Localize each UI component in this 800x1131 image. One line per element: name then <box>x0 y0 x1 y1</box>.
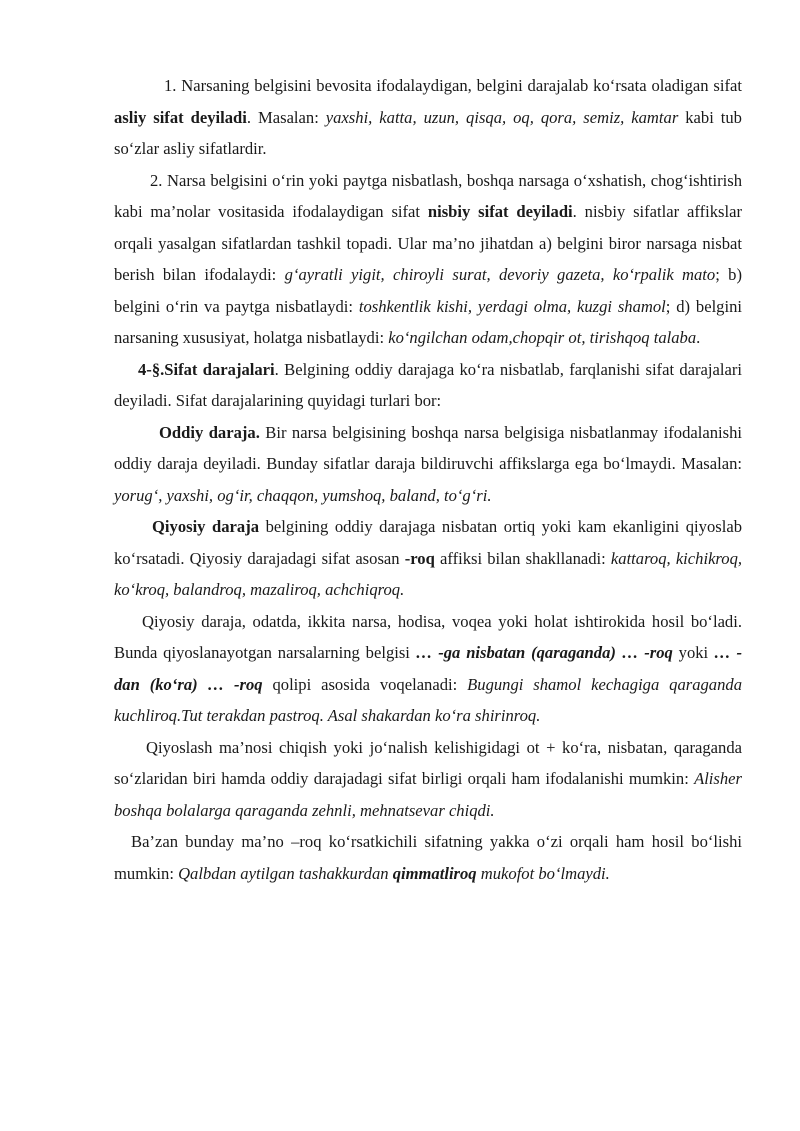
example-italic: kattaroq, kichikroq, ko‘kroq, balandroq, mazaliroq, achchiqroq. <box>114 548 743 599</box>
text: ; d) belgini narsaning xususiyat, holatga nisbatlaydi: <box>114 296 742 347</box>
paragraph-qiyoslash <box>114 732 742 827</box>
example-italic: yorug‘, yaxshi, og‘ir, chaqqon, yumshoq, baland, to‘g‘ri. <box>114 485 492 505</box>
term-bold: nisbiy sifat deyiladi <box>427 202 573 221</box>
paragraph-roq <box>114 826 742 889</box>
paragraph-section-heading <box>114 354 742 417</box>
example-italic: toshkentlik kishi, yerdagi olma, kuzgi shamol <box>358 296 666 316</box>
example-italic: mukofot bo‘lmaydi. <box>476 863 610 883</box>
text: belgining oddiy darajaga nisbatan ortiq yoki kam ekanligini qiyoslab ko‘rsatadi. Qiyosiy darajadagi sifat asosan <box>114 517 742 568</box>
text: Bir narsa belgisining boshqa narsa belgisiga nisbatlanmay ifodalanishi oddiy daraja deyiladi. Bunday sifatlar daraja bildiruvchi affikslarga ega bo‘lmaydi. Masalan: <box>114 422 742 473</box>
example-italic: Alisher boshqa bolalarga qaraganda zehnli, mehnatsevar chiqdi. <box>114 769 742 820</box>
term-bold: Qiyosiy daraja <box>152 517 260 536</box>
text: Qiyosiy daraja, odatda, ikkita narsa, hodisa, voqea yoki holat ishtirokida hosil bo‘ladi. Bunda qiyoslanayotgan narsalarning belgisi <box>114 611 742 662</box>
paragraph-qiyosiy-pattern <box>114 606 742 732</box>
pattern-bold-italic: … -dan (ko‘ra) … -roq <box>114 643 742 694</box>
document-page <box>114 70 742 889</box>
text: Ba’zan bunday ma’no –roq ko‘rsatkichili sifatning yakka o‘zi orqali ham hosil bo‘lishi mumkin: <box>114 832 742 883</box>
text: kabi tub so‘zlar asliy sifatlardir. <box>114 107 742 158</box>
term-bold: asliy sifat deyiladi <box>114 107 247 127</box>
example-italic: g‘ayratli yigit, chiroyli surat, devoriy gazeta, ko‘rpalik mato <box>284 265 716 284</box>
emphasis-bold-italic: qimmatliroq <box>392 863 477 883</box>
example-italic: ko‘ngilchan odam,chopqir ot, tirishqoq talaba <box>388 328 697 347</box>
term-bold: Oddiy daraja. <box>159 422 260 442</box>
example-italic: Bugungi shamol kechagiga qaraganda kuchliroq.Tut terakdan pastroq. Asal shakardan ko‘ra shirinroq. <box>114 674 742 725</box>
text: Qiyoslash ma’nosi chiqish yoki jo‘nalish kelishigidagi ot + ko‘ra, nisbatan, qaraganda so‘zlaridan biri hamda oddiy darajadagi sifat birligi orqali ham ifodalanishi mumkin: <box>114 737 742 788</box>
affix-bold: -roq <box>404 548 435 568</box>
text: 1. Narsaning belgisini bevosita ifodalaydigan, belgini darajalab ko‘rsata oladigan sifat <box>164 76 742 95</box>
text: . Belgining oddiy darajaga ko‘ra nisbatlab, farqlanishi sifat darajalari deyiladi. Sifat darajalarining quyidagi turlari bor: <box>114 359 743 410</box>
example-italic: Qalbdan aytilgan tashakkurdan <box>178 863 393 883</box>
text: ; b) belgini o‘rin va paytga nisbatlaydi: <box>114 265 743 316</box>
text: affiksi bilan shakllanadi: <box>434 548 611 568</box>
text: 2. Narsa belgisini o‘rin yoki paytga nisbatlash, boshqa narsaga o‘xshatish, chog‘ishtirish kabi ma’nolar vositasida ifodalaydigan sifat <box>114 170 742 221</box>
paragraph-nisbiy-sifat <box>114 165 742 354</box>
text: qolipi asosida voqelanadi: <box>262 674 468 694</box>
paragraph-asliy-sifat <box>114 70 742 165</box>
paragraph-oddiy-daraja <box>114 417 742 512</box>
paragraph-qiyosiy-daraja <box>114 511 742 606</box>
text: . <box>696 328 701 347</box>
section-heading: 4-§.Sifat darajalari <box>138 359 275 379</box>
text: . nisbiy sifatlar affikslar orqali yasalgan sifatlardan tashkil topadi. Ular ma’no jihatdan a) belgini biror narsaga nisbat berish bilan ifodalaydi: <box>114 202 742 284</box>
example-italic: yaxshi, katta, uzun, qisqa, oq, qora, semiz, kamtar <box>325 107 679 127</box>
text: . Masalan: <box>246 107 326 127</box>
pattern-bold-italic: … -ga nisbatan (qaraganda) … -roq <box>415 643 673 662</box>
text: yoki <box>672 643 715 662</box>
